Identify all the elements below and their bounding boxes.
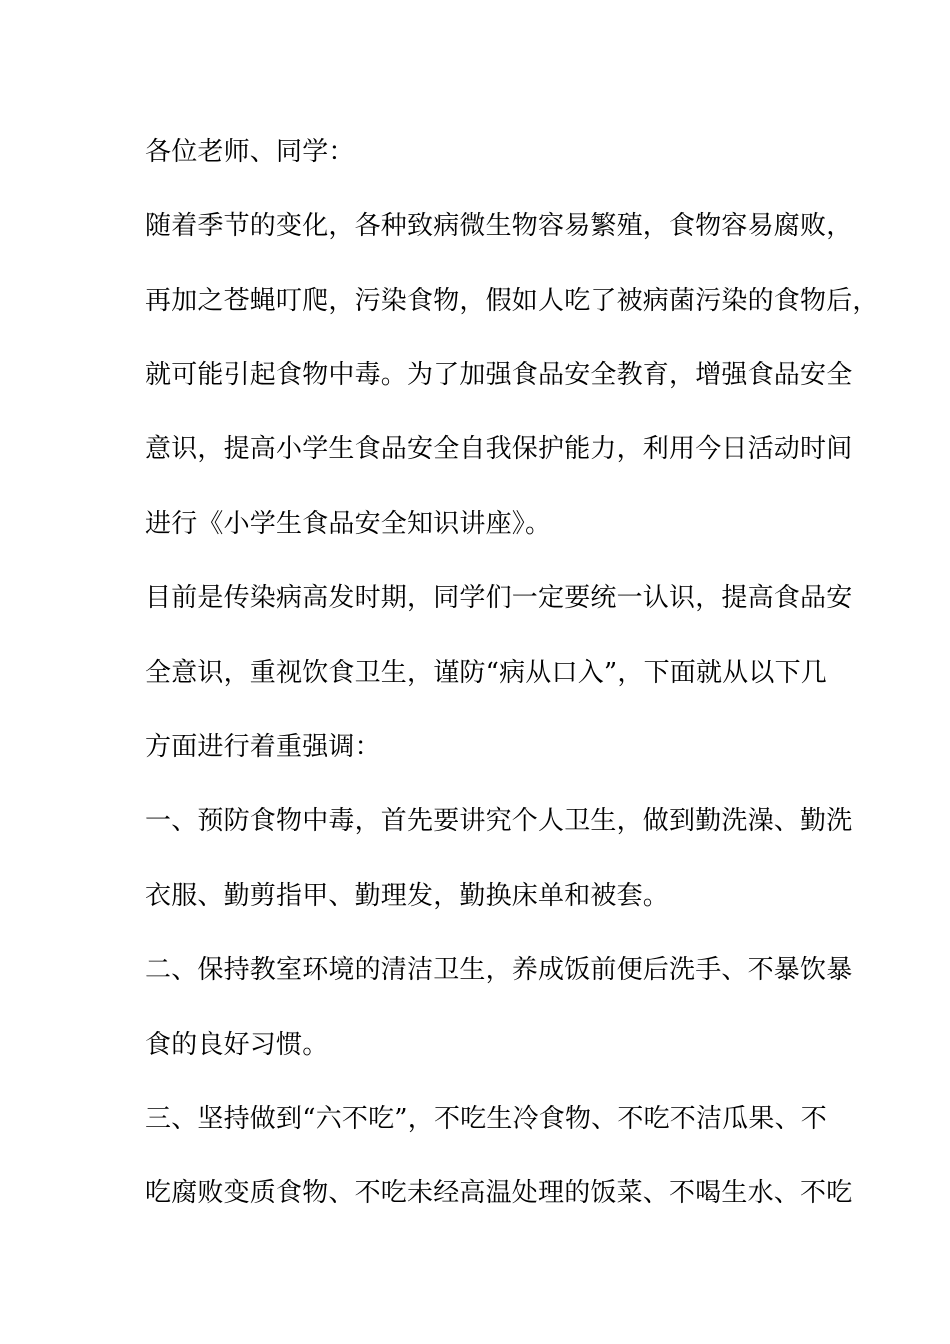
item-3-line-1: 三、坚持做到“六不吃”，不吃生冷食物、不吃不洁瓜果、不 <box>145 1104 827 1134</box>
paragraph-2-line-2: 全意识，重视饮食卫生，谨防“病从口入”，下面就从以下几 <box>145 658 827 688</box>
item-1-line-2: 衣服、勤剪指甲、勤理发，勤换床单和被套。 <box>145 881 670 911</box>
greeting-line: 各位老师、同学： <box>145 137 355 167</box>
item-1-line-1: 一、预防食物中毒，首先要讲究个人卫生，做到勤洗澡、勤洗 <box>145 806 853 836</box>
item-3-line-2: 吃腐败变质食物、不吃未经高温处理的饭菜、不喝生水、不吃 <box>145 1178 853 1208</box>
paragraph-1-line-5: 进行《小学生食品安全知识讲座》。 <box>145 509 552 539</box>
paragraph-2-line-1: 目前是传染病高发时期，同学们一定要统一认识，提高食品安 <box>145 583 853 613</box>
paragraph-1-line-1: 随着季节的变化，各种致病微生物容易繁殖，食物容易腐败， <box>145 211 853 241</box>
item-2-line-1: 二、保持教室环境的清洁卫生，养成饭前便后洗手、不暴饮暴 <box>145 955 853 985</box>
paragraph-1-line-4: 意识，提高小学生食品安全自我保护能力，利用今日活动时间 <box>145 434 853 464</box>
paragraph-1-line-3: 就可能引起食物中毒。为了加强食品安全教育，增强食品安全 <box>145 360 853 390</box>
item-2-line-2: 食的良好习惯。 <box>145 1030 329 1060</box>
paragraph-1-line-2: 再加之苍蝇叮爬，污染食物，假如人吃了被病菌污染的食物后， <box>145 286 879 316</box>
paragraph-2-line-3: 方面进行着重强调： <box>145 732 381 762</box>
